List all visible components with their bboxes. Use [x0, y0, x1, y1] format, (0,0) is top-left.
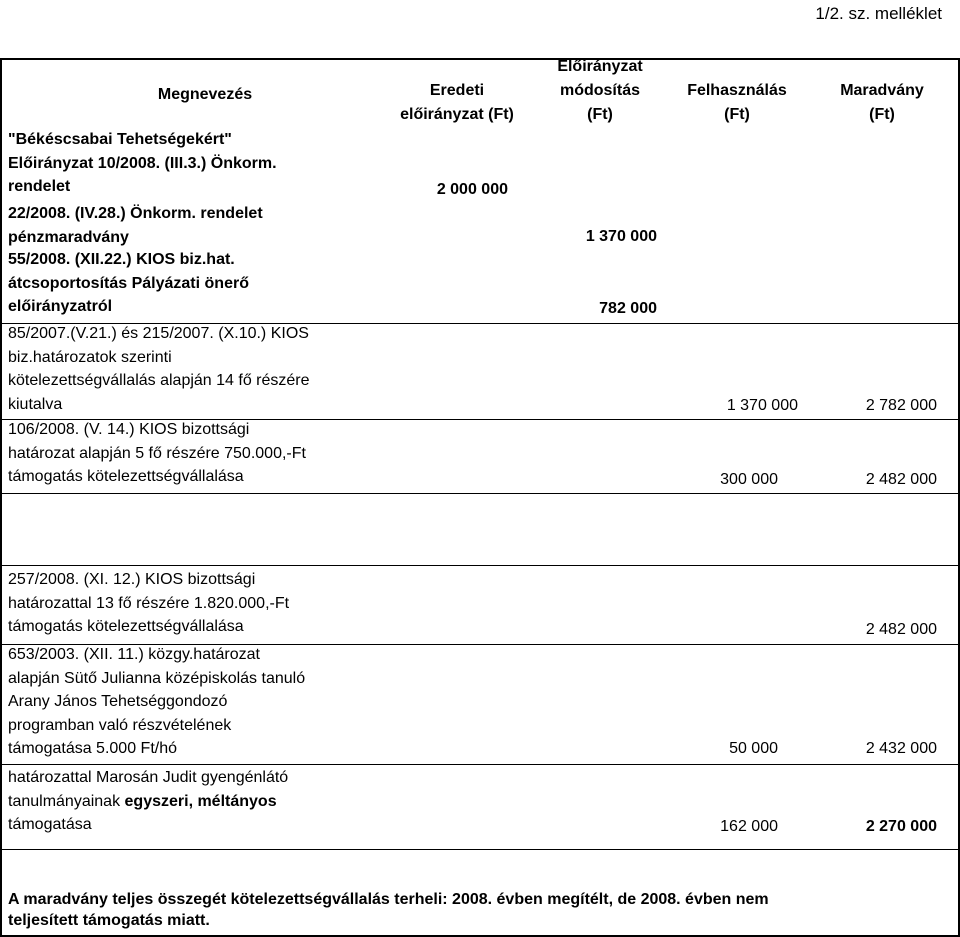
header-remainder: Maradvány (Ft): [840, 82, 924, 123]
row-1-description: "Békéscsabai Tehetségekért" Előirányzat 10/2008. (III.3.) Önkorm. rendelet: [8, 131, 277, 195]
row-7-usage: 50 000: [729, 740, 778, 757]
row-7-remainder: 2 432 000: [865, 740, 937, 757]
row-5-usage: 300 000: [720, 471, 778, 488]
annex-label: 1/2. sz. melléklet: [815, 4, 942, 23]
row-5-description: 106/2008. (V. 14.) KIOS bizottsági határozat alapján 5 fő részére 750.000,-Ft támogatás kötelezettségvállalása: [8, 421, 306, 485]
row-7-description: 653/2003. (XII. 11.) közgy.határozat alapján Sütő Julianna középiskolás tanuló Arany János Tehetséggondozó programban való részvételének támogatása 5.000 Ft/hó: [8, 646, 306, 757]
row-8-remainder: 2 270 000: [865, 818, 937, 835]
header-modification: Előirányzat módosítás (Ft): [557, 58, 643, 123]
header-name: Megnevezés: [157, 86, 253, 103]
header-usage: Felhasználás (Ft): [687, 82, 787, 123]
footer-note: A maradvány teljes összegét kötelezettségvállalás terheli: 2008. évben megítélt, de 2008. évben nem teljesített támogatás miatt.: [8, 891, 769, 929]
row-6-description: 257/2008. (XI. 12.) KIOS bizottsági határozattal 13 fő részére 1.820.000,-Ft támogatás kötelezettségvállalása: [8, 571, 290, 635]
row-2-modification: 1 370 000: [585, 228, 657, 245]
row-3-description: 55/2008. (XII.22.) KIOS biz.hat. átcsoportosítás Pályázati önerő előirányzatról: [8, 251, 249, 315]
row-6-remainder: 2 482 000: [865, 621, 937, 638]
row-separator: [0, 764, 960, 765]
table-left-border: [0, 58, 2, 937]
row-separator: [0, 849, 960, 850]
row-4-usage: 1 370 000: [726, 397, 798, 414]
row-8-description: határozattal Marosán Judit gyengénlátó tanulmányainak egyszeri, méltányos támogatása: [8, 769, 289, 833]
row-1-original: 2 000 000: [436, 181, 508, 198]
row-2-description: 22/2008. (IV.28.) Önkorm. rendelet pénzmaradvány: [8, 205, 263, 246]
row-5-remainder: 2 482 000: [865, 471, 937, 488]
row-separator: [0, 565, 960, 566]
table-top-border: [0, 58, 960, 60]
header-original: Eredeti előirányzat (Ft): [400, 82, 514, 123]
row-separator: [0, 493, 960, 494]
row-3-modification: 782 000: [599, 300, 657, 317]
row-4-remainder: 2 782 000: [865, 397, 937, 414]
row-4-description: 85/2007.(V.21.) és 215/2007. (X.10.) KIOS biz.határozatok szerinti kötelezettségvállalás alapján 14 fő részére kiutalva: [8, 325, 310, 413]
row-8-usage: 162 000: [720, 818, 778, 835]
